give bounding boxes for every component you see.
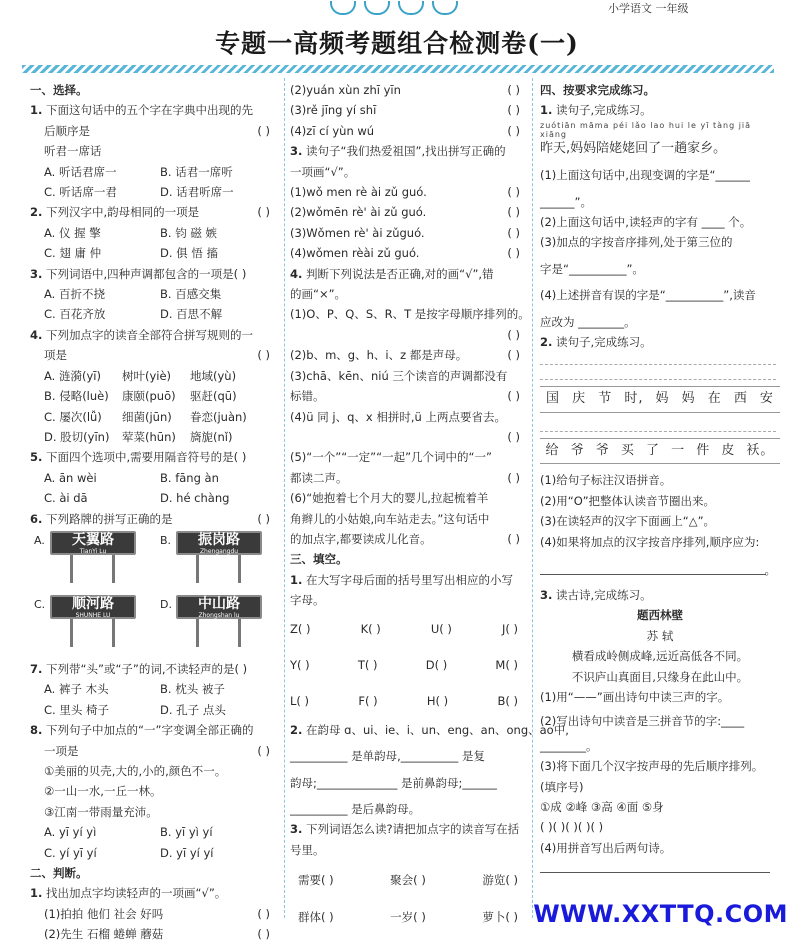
sign-chinese: 天翼路 [72, 531, 114, 548]
option-item: 眷恋(juàn) [190, 409, 247, 424]
grid-char: 时, [624, 391, 644, 407]
question-number: 3. [290, 144, 303, 159]
question-number: 3. [30, 266, 43, 281]
section-heading: 四、按要求完成练习。 [540, 83, 655, 97]
option[interactable]: C. 百花齐放 [44, 307, 106, 322]
option[interactable]: B. 侵略(luè) [44, 389, 109, 404]
question-number: 2. [540, 335, 553, 350]
sign-chinese: 顺河路 [72, 595, 114, 612]
answer-paren[interactable]: ( ) [507, 185, 520, 200]
letter-blank[interactable]: Y( ) [290, 657, 310, 672]
grid-char: 庆 [572, 391, 587, 407]
answer-paren[interactable]: ( ) [507, 205, 520, 220]
option[interactable]: C. 里头 椅子 [44, 702, 109, 717]
question-text: 读句子“我们热爱祖国”,找出拼写正确的 [306, 144, 506, 159]
letter-blank[interactable]: Z( ) [290, 621, 311, 636]
poem-line: 不识庐山真面目,只缘身在此山中。 [571, 669, 749, 684]
question-number: 5. [30, 450, 43, 465]
section-heading: 三、填空。 [290, 552, 348, 567]
question-number: 1. [290, 572, 303, 587]
task-line: (3)将下面几个汉字按声母的先后顺序排列。 [540, 759, 764, 774]
judge-item: 都读二声。 [290, 470, 348, 485]
judge-item: (3)chā、kēn、niú 三个读音的声调都没有 [290, 368, 508, 383]
sentence: 听君一席话 [44, 144, 102, 159]
road-sign [176, 531, 262, 589]
character-grid [540, 438, 780, 464]
answer-paren[interactable]: ( ) [257, 123, 270, 138]
option-item: 驱赶(qū) [190, 389, 237, 404]
judge-item: 角辫儿的小姑娘,向车站走去。”这句话中 [290, 511, 490, 526]
grid-char: 给 [545, 442, 560, 458]
option[interactable]: C. 翅 庸 仲 [44, 246, 102, 261]
grid-char: 在 [707, 391, 722, 407]
fill-line[interactable]: (2)写出诗句中读音是三拼音节的字:____ [540, 714, 745, 729]
judge-item: (6)“她抱着七个月大的婴儿,拉起梳着羊 [290, 491, 489, 506]
option[interactable]: D. 俱 悟 搐 [160, 246, 218, 261]
answer-paren[interactable]: ( ) [507, 348, 520, 363]
judge-item: 标错。 [290, 389, 325, 404]
answer-line[interactable] [540, 858, 770, 873]
road-sign [50, 595, 136, 653]
pinyin-writing-line[interactable] [540, 419, 776, 432]
fill-line[interactable]: (4)上述拼音有误的字是“__________”,读音 [540, 288, 756, 303]
judge-item: (4)ü 同 j、q、x 相拼时,ü 上两点要省去。 [290, 409, 506, 424]
word-blank[interactable]: 需要( ) [298, 873, 334, 888]
question-text: 读句子,完成练习。 [556, 103, 652, 118]
question-text: 下列句子中加点的“一”字变调全部正确的 [46, 723, 254, 738]
question-text: 下列词语怎么读?请把加点字的读音写在括 [306, 822, 520, 837]
grid-char: 皮 [721, 442, 736, 458]
option[interactable]: A. yī yí yì [44, 825, 97, 840]
question-text: 一项是 [44, 743, 79, 758]
question-number: 3. [540, 587, 553, 602]
grid-char: 了 [645, 442, 660, 458]
task-line: (1)给句子标注汉语拼音。 [540, 473, 672, 488]
letter-blank[interactable]: U( ) [430, 621, 452, 636]
sign-option[interactable] [34, 531, 150, 589]
column-3 [540, 80, 780, 873]
task-line: (2)用“O”把整体认读音节圈出来。 [540, 493, 716, 508]
question-number: 1. [30, 886, 43, 901]
judge-item: 的加点字,都要读成儿化音。 [290, 531, 432, 546]
poem-author: 苏 轼 [646, 628, 674, 643]
option[interactable]: D. 百思不解 [160, 307, 223, 322]
judge-item: (1)O、P、Q、S、R、T 是按字母顺序排列的。 [290, 307, 530, 322]
option-letter: B. [160, 533, 172, 547]
answer-paren[interactable]: ( ) [507, 103, 520, 118]
grid-char: 一 [671, 442, 686, 458]
sentence: ①美丽的贝壳,大的,小的,颜色不一。 [44, 763, 227, 778]
order-brackets[interactable]: ( )( )( )( )( ) [540, 820, 604, 835]
sentence: ③江南一带雨量充沛。 [44, 804, 158, 819]
option[interactable]: D. 话君听席一 [160, 185, 234, 200]
pin-icon [398, 1, 424, 15]
option-item: 树叶(yiè) [122, 368, 172, 383]
question-text: 下列加点字的读音全部符合拼写规则的一 [46, 327, 254, 342]
judge-item: (1)拍拍 他们 社会 好吗 [44, 906, 164, 921]
letter-blank[interactable]: J( ) [501, 621, 518, 636]
answer-paren[interactable]: ( ) [507, 327, 520, 342]
char-options: ①成 ②峰 ③高 ④面 ⑤身 [540, 799, 664, 814]
question-text: 下列带“头”或“子”的词,不读轻声的是( ) [46, 661, 248, 676]
judge-item: (2)b、m、g、h、i、z 都是声母。 [290, 348, 468, 363]
answer-paren[interactable]: ( ) [507, 123, 520, 138]
sign-chinese: 中山路 [198, 595, 240, 612]
question-number: 1. [30, 103, 43, 118]
question-text: 读古诗,完成练习。 [556, 587, 652, 602]
option-letter: A. [34, 533, 45, 547]
title-band [22, 65, 774, 73]
option[interactable]: C. 听话席一君 [44, 185, 117, 200]
question-text: 字母。 [290, 593, 325, 608]
road-signs [30, 531, 276, 653]
answer-paren[interactable]: ( ) [257, 205, 270, 220]
question-text: 判断下列说法是否正确,对的画“√”,错 [306, 266, 494, 281]
question-text: 后顺序是 [44, 123, 90, 138]
option[interactable]: A. 仪 握 擎 [44, 225, 101, 240]
question-number: 4. [30, 327, 43, 342]
question-text: 在韵母 ɑ、ui、ie、i、un、eng、an、ong、ao中, [306, 722, 569, 737]
letter-blank[interactable]: T( ) [357, 657, 378, 672]
question-text: 项是 [44, 348, 67, 363]
grid-char: 件 [696, 442, 711, 458]
road-sign [50, 531, 136, 589]
question-number: 8. [30, 723, 43, 738]
grid-char: 买 [620, 442, 635, 458]
option[interactable]: B. 钧 磁 嫉 [160, 225, 218, 240]
grid-char: 妈 [655, 391, 670, 407]
column-1 [30, 80, 276, 945]
option[interactable]: A. 涟漪(yī) [44, 368, 101, 383]
task-line: (3)在读轻声的汉字下面画上“△”。 [540, 514, 716, 529]
question-text: 下面四个选项中,需要用隔音符号的是( ) [46, 450, 247, 465]
task-line: (填序号) [540, 779, 584, 794]
answer-paren[interactable]: ( ) [507, 470, 520, 485]
grid-char: 节 [598, 391, 613, 407]
option[interactable]: B. 话君一席听 [160, 164, 233, 179]
question-number: 7. [30, 661, 43, 676]
option-item: 康颐(puō) [122, 389, 176, 404]
word-blank[interactable]: 萝卜( ) [482, 909, 518, 924]
fill-line[interactable]: 字是“__________”。 [540, 261, 644, 276]
poem-line: 横看成岭侧成峰,远近高低各不同。 [571, 649, 749, 664]
sentence: ②一山一水,一丘一林。 [44, 784, 162, 799]
sign-pinyin: TianYi Lu [79, 547, 107, 555]
question-text: 下列路牌的拼写正确的是 [46, 511, 173, 526]
option-item: 地域(yù) [190, 368, 237, 383]
question-number: 4. [290, 266, 303, 281]
sign-pinyin: SHUNHE LU [75, 611, 111, 619]
pinyin-writing-line[interactable] [540, 367, 776, 380]
sign-chinese: 振岗路 [198, 531, 240, 548]
answer-paren[interactable]: ( ) [507, 389, 520, 404]
fill-line[interactable]: ______”。 [540, 194, 592, 209]
judge-item: (3)Wǒmen rè' ài zǔguó. [290, 225, 425, 240]
answer-paren[interactable]: ( ) [257, 348, 270, 363]
question-text: 在大写字母后面的括号里写出相应的小写 [306, 572, 514, 587]
answer-line[interactable] [540, 552, 776, 577]
task-line: (4)如果将加点的汉字按音序排列,顺序应为: [540, 534, 760, 549]
judge-item: (3)rě jīng yí shī [290, 103, 377, 118]
question-number: 1. [540, 103, 553, 118]
letter-blank[interactable]: B( ) [497, 694, 518, 709]
letter-blank[interactable]: M( ) [495, 657, 518, 672]
answer-paren[interactable]: ( ) [507, 429, 520, 444]
sign-pinyin: Zhongshan lu [198, 611, 240, 619]
question-number: 6. [30, 511, 43, 526]
pin-icon [330, 1, 356, 15]
grid-char: 安 [759, 391, 774, 407]
option[interactable]: A. 裤子 木头 [44, 682, 109, 697]
grid-char: 妈 [681, 391, 696, 407]
question-text: 下列词语中,四种声调都包含的一项是( ) [46, 266, 247, 281]
option[interactable]: A. ān wèi [44, 470, 97, 485]
column-divider [532, 78, 533, 918]
judge-item: (2)yuán xùn zhī yīn [290, 83, 401, 97]
option[interactable]: C. ài dā [44, 491, 88, 506]
section-heading: 一、选择。 [30, 83, 88, 97]
grade-label: 小学语文 一年级 [608, 2, 689, 15]
letter-blank[interactable]: D( ) [425, 657, 448, 672]
judge-item: (4)wǒmen rèài zǔ guó. [290, 246, 420, 261]
sign-pinyin: Zhengangdu [199, 547, 239, 555]
fill-line[interactable]: (2)上面这句话中,读轻声的字有 ____ 个。 [540, 215, 752, 230]
letter-blank[interactable]: H( ) [426, 694, 449, 709]
answer-paren[interactable]: ( ) [507, 225, 520, 240]
option[interactable]: D. hé chàng [160, 491, 230, 506]
judge-item: (2)先生 石榴 蜷蝉 蘑菇 [44, 927, 164, 942]
option[interactable]: B. fāng àn [160, 470, 219, 485]
answer-paren[interactable]: ( ) [257, 906, 270, 921]
option-letter: D. [160, 597, 172, 611]
fill-line[interactable]: 应改为 ________。 [540, 314, 636, 329]
question-text: 的画“×”。 [290, 287, 347, 302]
answer-paren[interactable]: ( ) [257, 743, 270, 758]
option[interactable]: A. 百折不挠 [44, 287, 105, 302]
option[interactable]: B. 枕头 被子 [160, 682, 225, 697]
fill-line[interactable]: 韵母;______________ 是前鼻韵母;______ [290, 775, 497, 790]
fill-line[interactable]: (1)上面这句话中,出现变调的字是“______ [540, 168, 750, 183]
word-blank[interactable]: 游览( ) [482, 873, 518, 888]
judge-item: (4)zī cí yùn wú [290, 123, 375, 138]
grid-char: 爷 [570, 442, 585, 458]
pinyin-line: zuótiān māma péi lǎo lao hui le yī tàng jiā xiāng [540, 120, 752, 139]
sign-option[interactable] [34, 595, 150, 653]
answer-paren[interactable]: ( ) [257, 927, 270, 942]
word-blank[interactable]: 聚会( ) [390, 873, 426, 888]
option-letter: C. [34, 597, 46, 611]
judge-item: (2)wǒmēn rè' ài zǔ guó. [290, 205, 427, 220]
question-number: 2. [30, 205, 43, 220]
letter-blank[interactable]: L( ) [290, 694, 310, 709]
option[interactable]: A. 听话君席一 [44, 164, 117, 179]
grid-char: 国 [546, 391, 561, 407]
question-number: 2. [290, 722, 303, 737]
option-item: 荤菜(hūn) [122, 429, 176, 444]
sign-option[interactable] [160, 595, 276, 653]
header-decoration [330, 0, 466, 14]
option[interactable]: D. yī yí yí [160, 845, 214, 860]
option[interactable]: B. yī yì yí [160, 825, 213, 840]
word-blank[interactable]: 一岁( ) [390, 909, 426, 924]
fill-line[interactable]: __________ 是后鼻韵母。 [290, 802, 421, 816]
poem-title: 题西林壁 [637, 608, 683, 623]
task-line: (1)用“——”画出诗句中读三声的字。 [540, 689, 730, 704]
word-blank[interactable]: 群体( ) [298, 909, 334, 924]
road-sign [176, 595, 262, 653]
question-text: 找出加点字均读轻声的一项画“√”。 [46, 886, 227, 901]
question-text: 下面这句话中的五个字在字典中出现的先 [46, 103, 254, 118]
letter-blank[interactable]: F( ) [358, 694, 378, 709]
sentence: 昨天,妈妈陪姥姥回了一趟家乡。 [540, 140, 727, 156]
answer-paren[interactable]: ( ) [257, 511, 270, 526]
watermark: WWW.XXTTQ.COM [533, 900, 788, 928]
pin-icon [364, 1, 390, 15]
character-grid [540, 386, 780, 412]
pinyin-writing-line[interactable] [540, 352, 776, 365]
fill-line[interactable]: ________。 [540, 738, 598, 753]
pin-icon [432, 1, 458, 15]
option[interactable]: D. 股切(yīn) [44, 429, 110, 444]
fill-line[interactable]: (3)加点的字按音序排列,处于第三位的 [540, 235, 733, 250]
letter-blank[interactable]: K( ) [360, 621, 381, 636]
section-heading: 二、判断。 [30, 866, 88, 880]
option-item: 细菌(jūn) [122, 409, 172, 424]
option[interactable]: C. 屡次(lǚ) [44, 409, 102, 424]
sign-option[interactable] [160, 531, 276, 589]
column-divider [284, 78, 285, 918]
period: 。 [764, 562, 776, 577]
question-text: 号里。 [290, 842, 325, 857]
fill-line[interactable]: __________ 是单韵母,__________ 是复 [290, 749, 485, 764]
judge-item: (1)wǒ men rè ài zǔ guó. [290, 185, 427, 200]
option[interactable]: C. yí yī yí [44, 845, 97, 860]
grid-char: 袄。 [746, 442, 775, 458]
page-title: 专题一高频考题组合检测卷(一) [215, 29, 579, 58]
question-number: 3. [290, 822, 303, 837]
question-text: 读句子,完成练习。 [556, 335, 652, 350]
question-text: 下列汉字中,韵母相同的一项是 [46, 205, 200, 220]
answer-paren[interactable]: ( ) [507, 246, 520, 261]
option[interactable]: D. 孔子 点头 [160, 702, 226, 717]
answer-paren[interactable]: ( ) [507, 531, 520, 546]
grid-char: 西 [733, 391, 748, 407]
option[interactable]: B. 百感交集 [160, 287, 222, 302]
task-line: (4)用拼音写出后两句诗。 [540, 840, 672, 855]
answer-paren[interactable]: ( ) [507, 83, 520, 97]
grid-char: 爷 [595, 442, 610, 458]
judge-item: (5)“一个”“一定”“一起”几个词中的“一” [290, 450, 492, 465]
question-text: 一项画“√”。 [290, 164, 356, 179]
option-item: 旖旎(nǐ) [190, 429, 233, 444]
